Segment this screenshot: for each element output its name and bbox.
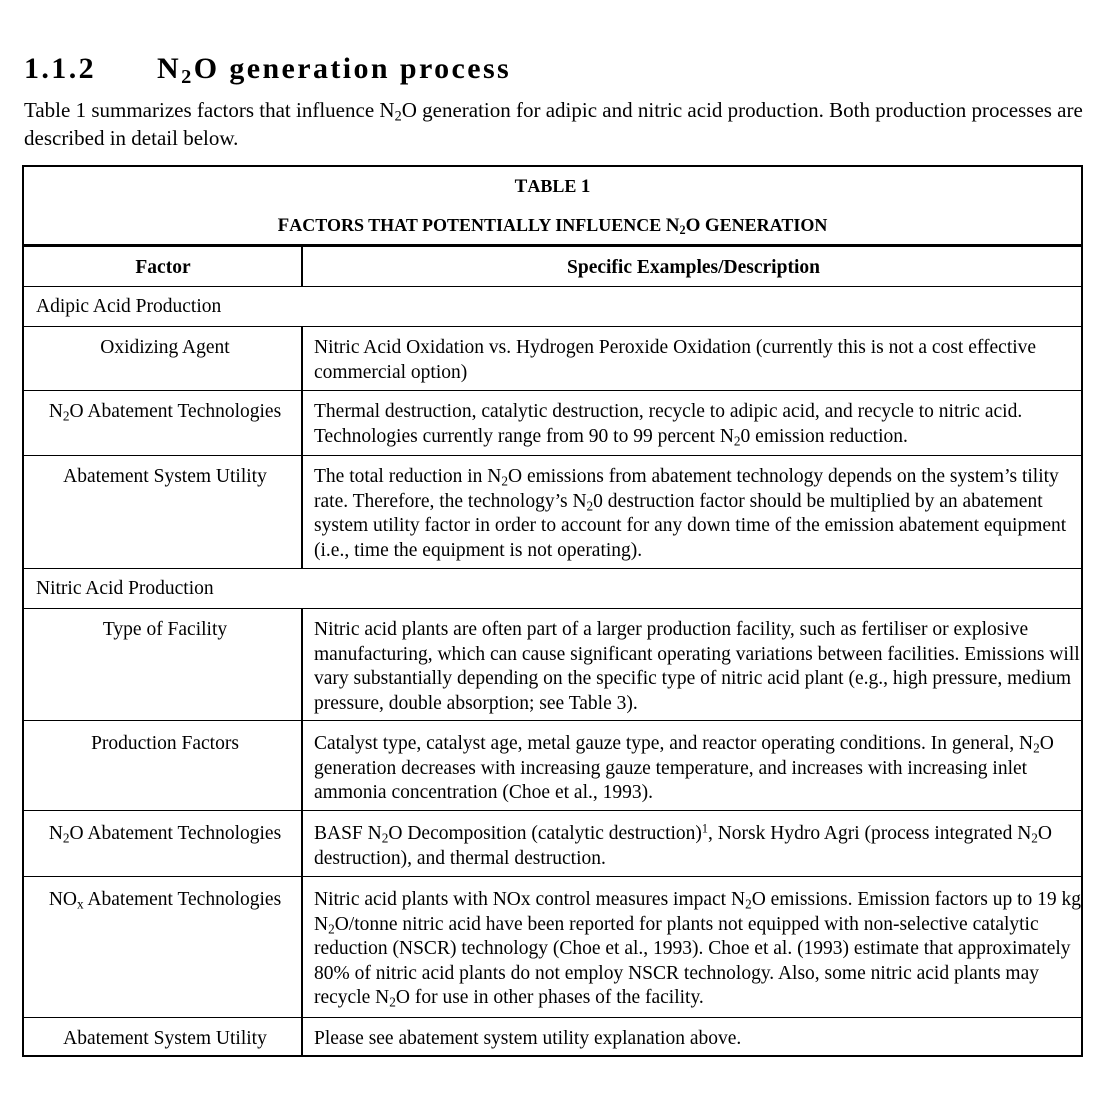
factor-abatement-utility-nitric: Abatement System Utility xyxy=(63,1028,267,1049)
factor-production-factors: Production Factors xyxy=(91,733,239,754)
row-divider xyxy=(24,876,1081,877)
factor-oxidizing-agent: Oxidizing Agent xyxy=(100,337,230,358)
column-divider xyxy=(301,608,303,1057)
desc-nox-abatement: Nitric acid plants with NOx control measures impact $N_2O$ emissions. Emission factors up to 19 kg $N_2O$/tonne nitric acid have been reported for plants not equipped with non-selective catalytic reduction (NSCR) technology (Choe et al., 1993). Choe et al. (1993) estimate that approximately 80% of nitric acid plants do not employ NSCR technology. Also, some nitric acid plants may recycle $N_2O$ for use in other phases of the facility. xyxy=(314,889,1082,1010)
column-divider xyxy=(301,326,303,568)
section-nitric-acid: Nitric Acid Production xyxy=(36,578,214,599)
section-number: 1.1.2 xyxy=(24,52,96,85)
factor-n2o-abatement-nitric: $N_2O$ Abatement Technologies xyxy=(48,823,282,846)
desc-type-of-facility: Nitric acid plants are often part of a larger production facility, such as fertiliser or explosive manufacturing, which can cause significant operating variations between facilities. Emissions will vary substantially depending on the specific type of nitric acid plant (e.g., high pressure, medium pressure, double absorption; see Table 3). xyxy=(314,619,1080,714)
table-caption-title: FACTORS THAT POTENTIALLY INFLUENCE $N_2O$ GENERATION xyxy=(277,215,828,238)
factor-abatement-utility-adipic: Abatement System Utility xyxy=(63,466,267,487)
intro-paragraph: Table 1 summarizes factors that influence $N_2O$ generation for adipic and nitric acid production. Both production processes are described in detail below. xyxy=(24,98,1083,150)
section-title: $N_2O$ generation process xyxy=(157,52,512,89)
desc-oxidizing-agent: Nitric Acid Oxidation vs. Hydrogen Peroxide Oxidation (currently this is not a cost effective commercial option) xyxy=(314,337,1037,383)
row-divider xyxy=(24,286,1081,287)
table-caption-number: TABLE 1 xyxy=(514,176,591,197)
row-divider xyxy=(24,720,1081,721)
row-divider xyxy=(24,390,1081,391)
row-divider xyxy=(24,455,1081,456)
column-header-factor: Factor xyxy=(135,257,191,278)
caption-divider xyxy=(24,244,1081,247)
row-divider xyxy=(24,608,1081,609)
column-header-description: Specific Examples/Description xyxy=(567,257,820,278)
factor-nox-abatement: $NO_x$ Abatement Technologies xyxy=(48,889,282,912)
column-divider xyxy=(301,247,303,286)
desc-n2o-abatement-adipic: Thermal destruction, catalytic destruction, recycle to adipic acid, and recycle to nitric acid. Technologies currently range from 90 to 99 percent $N_20$ emission reduction. xyxy=(314,401,1023,448)
desc-n2o-abatement-nitric: BASF $N_2O$ Decomposition (catalytic destruction)$^1$, Norsk Hydro Agri (process integrated $N_2O$ destruction), and thermal destruction. xyxy=(314,821,1052,869)
desc-abatement-utility-adipic: The total reduction in $N_2O$ emissions from abatement technology depends on the system’s tility rate. Therefore, the technology’s $N_20$ destruction factor should be multiplied by an abatement system utility factor in order to account for any down time of the emission abatement equipment (i.e., time the equipment is not operating). xyxy=(314,466,1067,561)
factor-type-of-facility: Type of Facility xyxy=(102,619,228,640)
section-heading xyxy=(24,52,512,89)
desc-abatement-utility-nitric: Please see abatement system utility explanation above. xyxy=(314,1028,742,1049)
factor-n2o-abatement-adipic: $N_2O$ Abatement Technologies xyxy=(48,401,282,424)
factors-table xyxy=(22,165,1083,1057)
row-divider xyxy=(24,326,1081,327)
desc-production-factors: Catalyst type, catalyst age, metal gauze type, and reactor operating conditions. In general, $N_2O$ generation decreases with increasing gauze temperature, and increases with increasing inlet ammonia concentration (Choe et al., 1993). xyxy=(314,733,1054,803)
row-divider xyxy=(24,1017,1081,1018)
row-divider xyxy=(24,810,1081,811)
row-divider xyxy=(24,568,1081,569)
section-adipic-acid: Adipic Acid Production xyxy=(36,296,222,317)
